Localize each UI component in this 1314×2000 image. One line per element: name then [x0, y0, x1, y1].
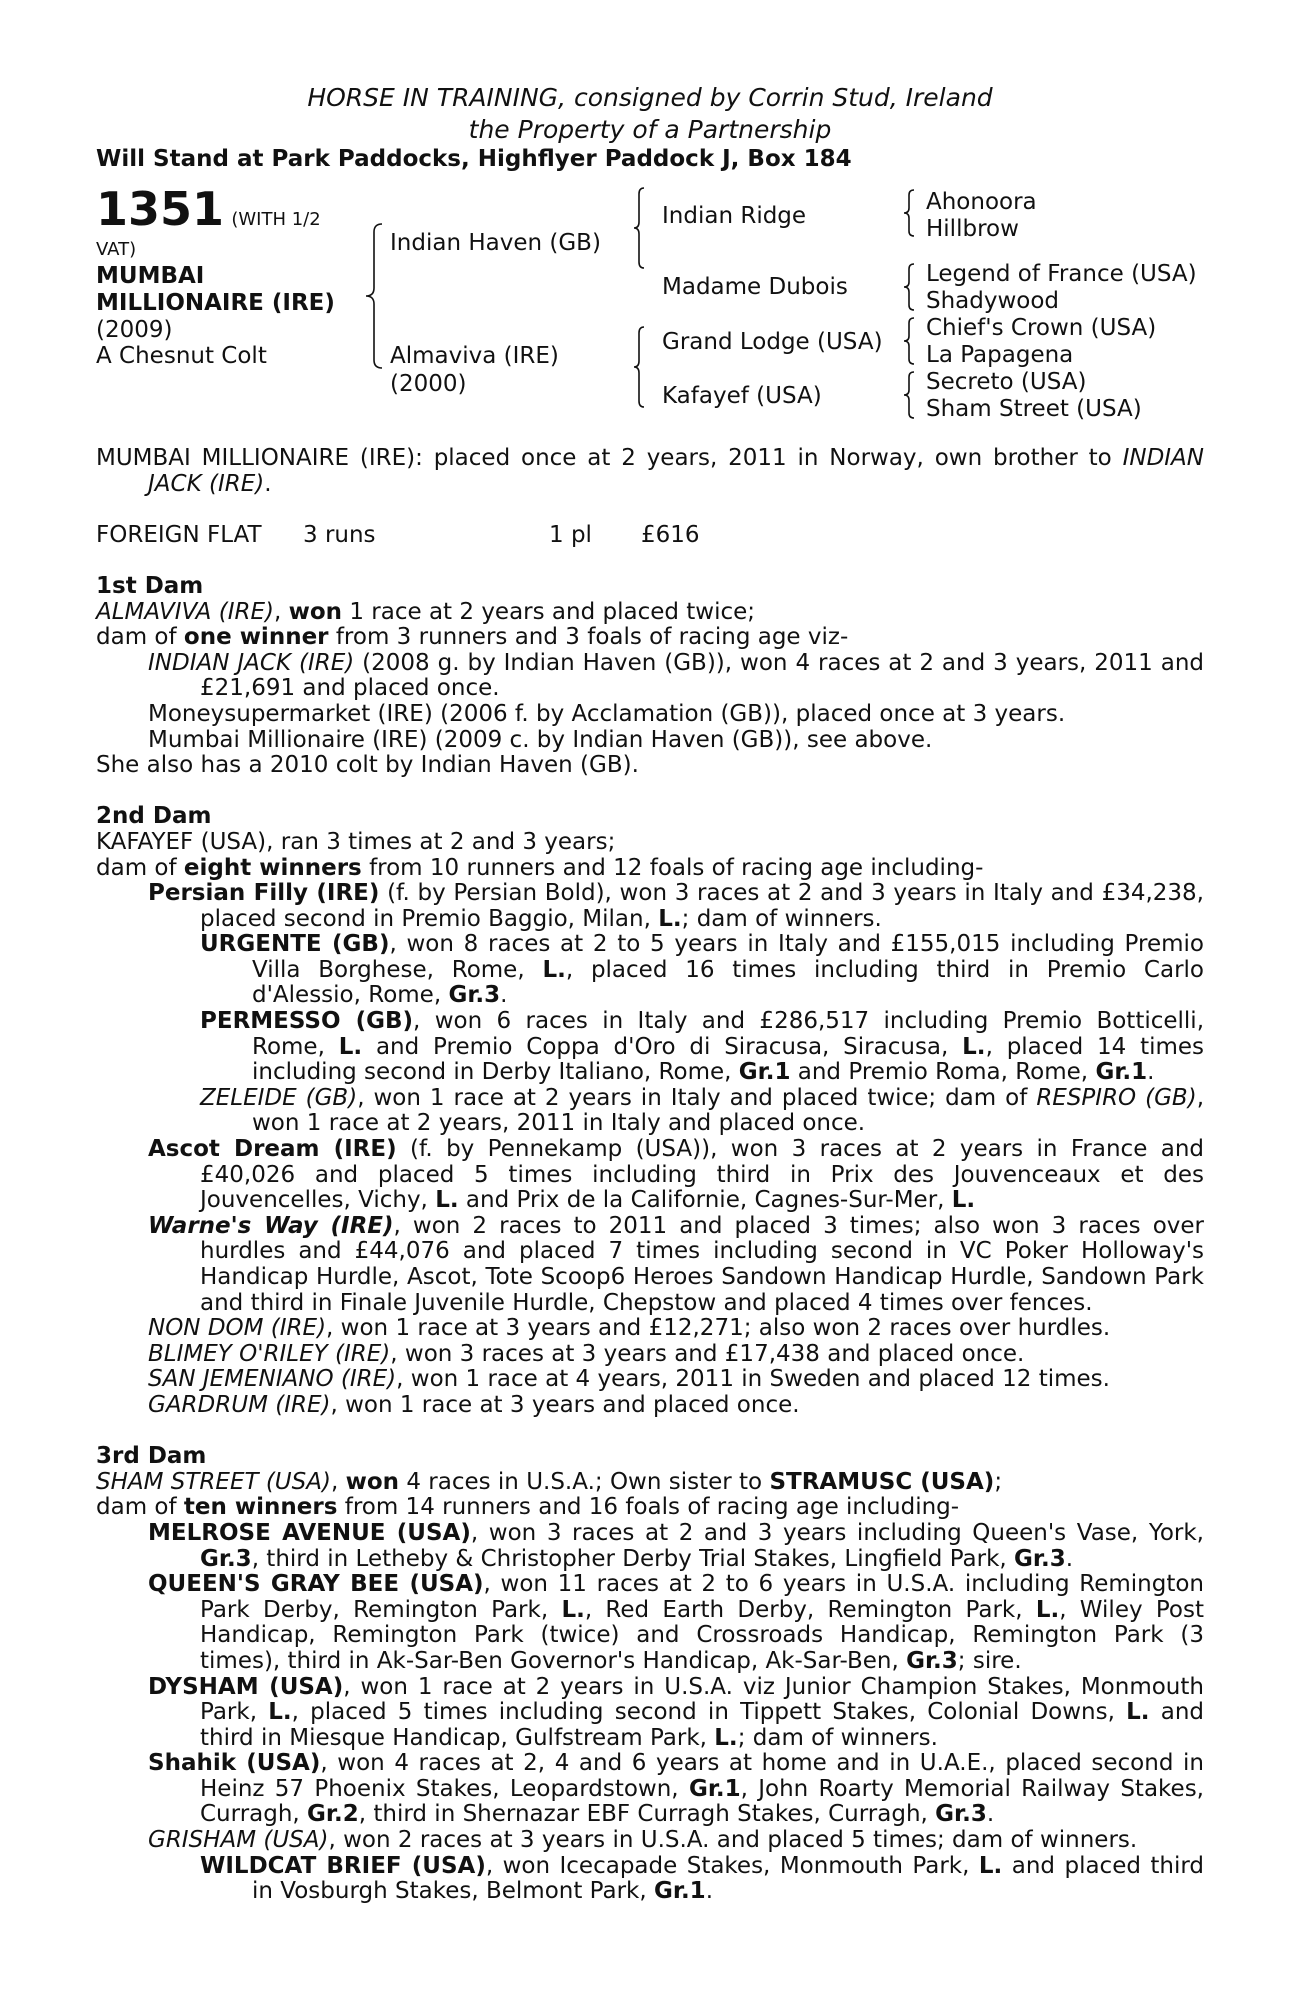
property-line: the Property of a Partnership [468, 115, 832, 144]
first-dam-heading: 1st Dam [96, 572, 204, 599]
entry-ascot-dream: Ascot Dream (IRE) (f. by Pennekamp (USA)), won 3 races at 2 years in France and £40,026 and placed 5 times including third in Prix des Jouvenceaux et des Jouvencelles, Vichy, L. and Prix de la Californie, Cagnes-Sur-Mer, L. [148, 1136, 1205, 1214]
entry-queens-gray-bee: QUEEN'S GRAY BEE (USA), won 11 races at 2 to 6 years in U.S.A. including Remington Park Derby, Remington Park, L., Red Earth Derby, Remington Park, L., Wiley Post Handicap, Remington Park (twice) and Crossroads Handicap, Remington Park (3 times), third in Ak-Sar-Ben Governor's Handicap, Ak-Sar-Ben, Gr.3; sire. [148, 1571, 1205, 1674]
pedigree-brace-2b [632, 325, 646, 409]
stand-line: Will Stand at Park Paddocks, Highflyer Paddock J, Box 184 [96, 146, 852, 172]
vat-note-end: VAT) [96, 239, 137, 260]
first-dam-entry-3: Mumbai Millionaire (IRE) (2009 c. by Indian Haven (GB)), see above. [148, 726, 933, 753]
entry-zeleide: ZELEIDE (GB), won 1 race at 2 years in Italy and placed twice; dam of RESPIRO (GB), won 1 race at 2 years, 2011 in Italy and placed once. [200, 1084, 1204, 1137]
entry-san-jemeniano: SAN JEMENIANO (IRE), won 1 race at 4 years, 2011 in Sweden and placed 12 times. [148, 1366, 1110, 1393]
first-dam-entry-1: INDIAN JACK (IRE) (2008 g. by Indian Haven (GB)), won 4 races at 2 and 3 years, 2011 and £21,691 and placed once. [148, 649, 1205, 702]
sire-sire: Indian Ridge [662, 203, 807, 229]
second-dam-line2: dam of eight winners from 10 runners and 12 foals of racing age including- [96, 854, 984, 881]
dam-dam: Kafayef (USA) [662, 383, 822, 409]
dam-sire-sire: Chief's Crown (USA) [926, 315, 1157, 341]
pedigree-brace-3c [902, 316, 916, 366]
lot-number-line [96, 184, 321, 234]
sire-dam-dam: Shadywood [926, 288, 1060, 314]
foaling-year: (2009) [96, 317, 173, 343]
pedigree-brace-2a [632, 186, 646, 270]
entry-non-dom: NON DOM (IRE), won 1 race at 3 years and £12,271; also won 2 races over hurdles. [148, 1315, 1111, 1342]
foreign-flat-record [96, 523, 1204, 549]
entry-permesso: PERMESSO (GB), won 6 races in Italy and £286,517 including Premio Botticelli, Rome, L. and Premio Coppa d'Oro di Siracusa, Siracusa, L., placed 14 times including second in Derby Italiano, Rome, Gr.1 and Premio Roma, Rome, Gr.1. [200, 1008, 1205, 1086]
horse-name-2: MILLIONAIRE (IRE) [96, 290, 335, 316]
entry-warnes-way: Warne's Way (IRE), won 2 races to 2011 and placed 3 times; also won 3 races over hurdles and £44,076 and placed 7 times including second in VC Poker Holloway's Handicap Hurdle, Ascot, Tote Scoop6 Heroes Sandown Handicap Hurdle, Sandown Park and third in Finale Juvenile Hurdle, Chepstow and placed 4 times over fences. [148, 1212, 1205, 1316]
entry-gardrum: GARDRUM (IRE), won 1 race at 3 years and placed once. [148, 1391, 800, 1418]
dam-dam-sire: Secreto (USA) [926, 369, 1087, 395]
entry-urgente: URGENTE (GB), won 8 races at 2 to 5 years in Italy and £155,015 including Premio Villa Borghese, Rome, L., placed 16 times including third in Premio Carlo d'Alessio, Rome, Gr.3. [200, 931, 1204, 1009]
pedigree-brace-3a [902, 188, 916, 238]
entry-persian-filly: Persian Filly (IRE) (f. by Persian Bold), won 3 races at 2 and 3 years in Italy and £34,238, placed second in Premio Baggio, Milan, L.; dam of winners. [148, 880, 1204, 932]
entry-wildcat-brief: WILDCAT BRIEF (USA), won Icecapade Stakes, Monmouth Park, L. and placed third in Vosburgh Stakes, Belmont Park, Gr.1. [200, 1852, 1205, 1905]
consignor-line: HORSE IN TRAINING, consigned by Corrin Stud, Ireland [307, 83, 993, 112]
dam-dam-dam: Sham Street (USA) [926, 396, 1142, 422]
pedigree-brace-3b [902, 262, 916, 312]
second-dam-line1: KAFAYEF (USA), ran 3 times at 2 and 3 years; [96, 828, 616, 855]
dam-sire: Grand Lodge (USA) [662, 329, 883, 355]
sire-sire-sire: Ahonoora [926, 189, 1037, 215]
dam-sire-dam: La Papagena [926, 342, 1074, 368]
vat-note: (WITH 1/2 [231, 209, 321, 230]
entry-blimey: BLIMEY O'RILEY (IRE), won 3 races at 3 years and £17,438 and placed once. [148, 1340, 1025, 1367]
sire: Indian Haven (GB) [390, 230, 601, 256]
pedigree-brace-3d [902, 370, 916, 420]
third-dam-line1: SHAM STREET (USA), won 4 races in U.S.A.; Own sister to STRAMUSC (USA); [96, 1468, 1003, 1495]
second-dam-heading: 2nd Dam [96, 803, 212, 830]
catalogue-body [96, 446, 1204, 1905]
third-dam-line2: dam of ten winners from 14 runners and 16 foals of racing age including- [96, 1494, 960, 1521]
first-dam-line1: ALMAVIVA (IRE), won 1 race at 2 years and placed twice; [96, 598, 756, 625]
summary-paragraph: MUMBAI MILLIONAIRE (IRE): placed once at 2 years, 2011 in Norway, own brother to INDIAN JACK (IRE). [96, 445, 1204, 497]
ff-placed: 1 pl [549, 521, 592, 548]
ff-money: £616 [641, 521, 700, 548]
horse-description: A Chesnut Colt [96, 343, 267, 369]
entry-melrose-avenue: MELROSE AVENUE (USA), won 3 races at 2 and 3 years including Queen's Vase, York, Gr.3, third in Letheby & Christopher Derby Trial Stakes, Lingfield Park, Gr.3. [148, 1519, 1204, 1572]
sire-sire-dam: Hillbrow [926, 216, 1019, 242]
horse-name-1: MUMBAI [96, 263, 205, 289]
dam-year: (2000) [390, 371, 467, 397]
ff-runs: 3 runs [303, 521, 376, 548]
sire-dam: Madame Dubois [662, 274, 848, 300]
first-dam-also: She also has a 2010 colt by Indian Haven (GB). [96, 752, 639, 779]
lot-number: 1351 [96, 182, 225, 236]
sire-dam-sire: Legend of France (USA) [926, 261, 1197, 287]
ff-label: FOREIGN FLAT [96, 521, 262, 548]
entry-grisham: GRISHAM (USA), won 2 races at 3 years in U.S.A. and placed 5 times; dam of winners. [148, 1827, 1138, 1854]
pedigree-block [96, 0, 1204, 440]
first-dam-entry-2: Moneysupermarket (IRE) (2006 f. by Acclamation (GB)), placed once at 3 years. [148, 700, 1066, 727]
brother-name: INDIAN JACK (IRE) [148, 445, 1204, 497]
third-dam-heading: 3rd Dam [96, 1443, 207, 1470]
entry-dysham: DYSHAM (USA), won 1 race at 2 years in U.S.A. viz Junior Champion Stakes, Monmouth Park, L., placed 5 times including second in Tippett Stakes, Colonial Downs, L. and third in Miesque Handicap, Gulfstream Park, L.; dam of winners. [148, 1673, 1205, 1751]
entry-shahik: Shahik (USA), won 4 races at 2, 4 and 6 years at home and in U.A.E., placed second in Heinz 57 Phoenix Stakes, Leopardstown, Gr.1, John Roarty Memorial Railway Stakes, Curragh, Gr.2, third in Shernazar EBF Curragh Stakes, Curragh, Gr.3. [148, 1750, 1204, 1828]
dam: Almaviva (IRE) [390, 343, 559, 369]
pedigree-brace-1 [364, 222, 384, 370]
first-dam-line2: dam of one winner from 3 runners and 3 foals of racing age viz- [96, 624, 849, 651]
